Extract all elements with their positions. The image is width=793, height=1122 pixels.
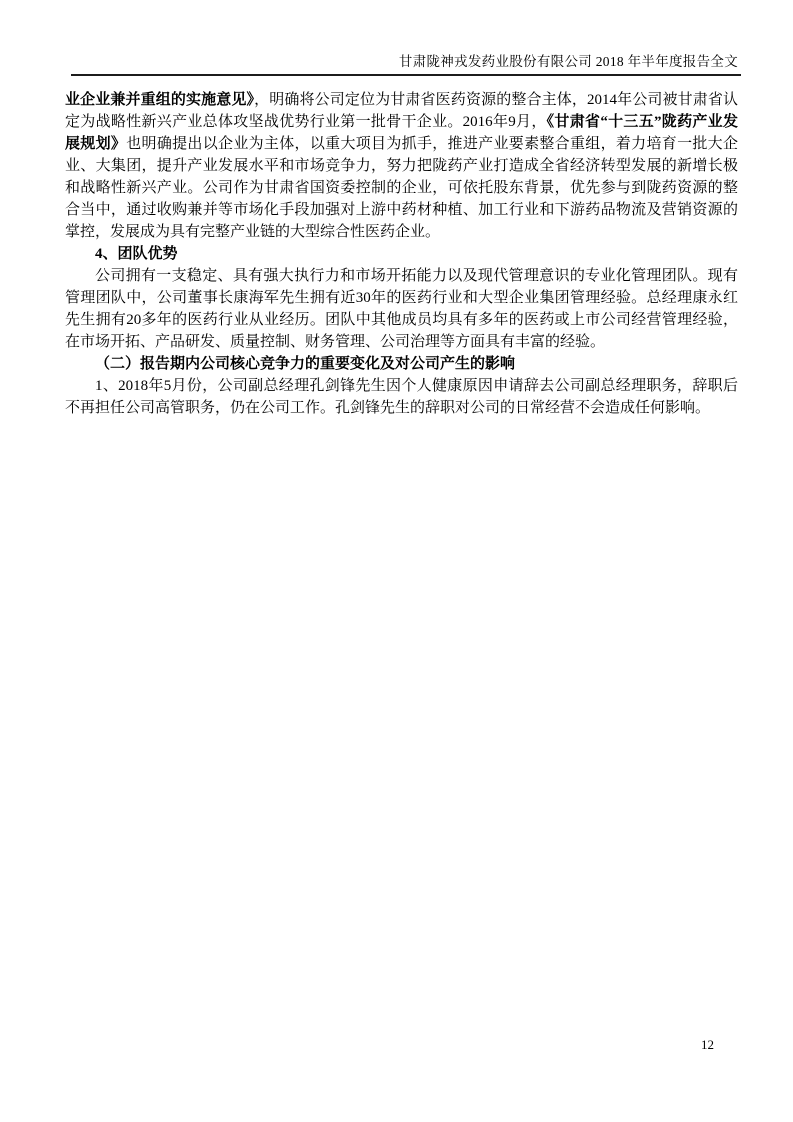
paragraph: [65, 265, 738, 353]
text-run: 公司拥有一支稳定、具有强大执行力和市场开拓能力以及现代管理意识的专业化管理团队。现有管理团队中，公司董事长康海军先生拥有近30年的医药行业和大型企业集团管理经验。总经理康永红先生拥有20多年的医药行业从业经历。团队中其他成员均具有多年的医药或上市公司经营管理经验，在市场开拓、产品研发、质量控制、财务管理、公司治理等方面具有丰富的经验。: [65, 268, 738, 350]
bold-text-run: 4、团队优势: [95, 246, 178, 262]
text-run: ，明确将公司定位为甘肃省医药资源的整合主体，2014年公司被甘肃省认定为战略性新兴产业总体攻坚战优势行业第一批骨干企业。2016年9月，: [65, 92, 738, 130]
section-heading: [65, 353, 738, 375]
section-heading: [65, 243, 738, 265]
document-body: [65, 89, 738, 419]
header-rule-divider: [71, 74, 741, 76]
page-number: 12: [701, 1037, 714, 1052]
report-header-title: 甘肃陇神戎发药业股份有限公司 2018 年半年度报告全文: [398, 54, 738, 69]
paragraph: [65, 375, 738, 419]
paragraph: [65, 89, 738, 243]
bold-text-run: 《甘肃省“十三五”陇药产业发展规划》: [65, 114, 738, 152]
text-run: 也明确提出以企业为主体，以重大项目为抓手，推进产业要素整合重组，着力培育一批大企业、大集团，提升产业发展水平和市场竞争力，努力把陇药产业打造成全省经济转型发展的新增长极和战略性新兴产业。公司作为甘肃省国资委控制的企业，可依托股东背景，优先参与到陇药资源的整合当中，通过收购兼并等市场化手段加强对上游中药材种植、加工行业和下游药品物流及营销资源的掌控，发展成为具有完整产业链的大型综合性医药企业。: [65, 136, 738, 240]
bold-text-run: （二）报告期内公司核心竞争力的重要变化及对公司产生的影响: [95, 356, 516, 372]
bold-text-run: 业企业兼并重组的实施意见》: [65, 92, 255, 108]
text-run: 1、2018年5月份，公司副总经理孔剑锋先生因个人健康原因申请辞去公司副总经理职务，辞职后不再担任公司高管职务，仍在公司工作。孔剑锋先生的辞职对公司的日常经营不会造成任何影响。: [65, 378, 738, 416]
